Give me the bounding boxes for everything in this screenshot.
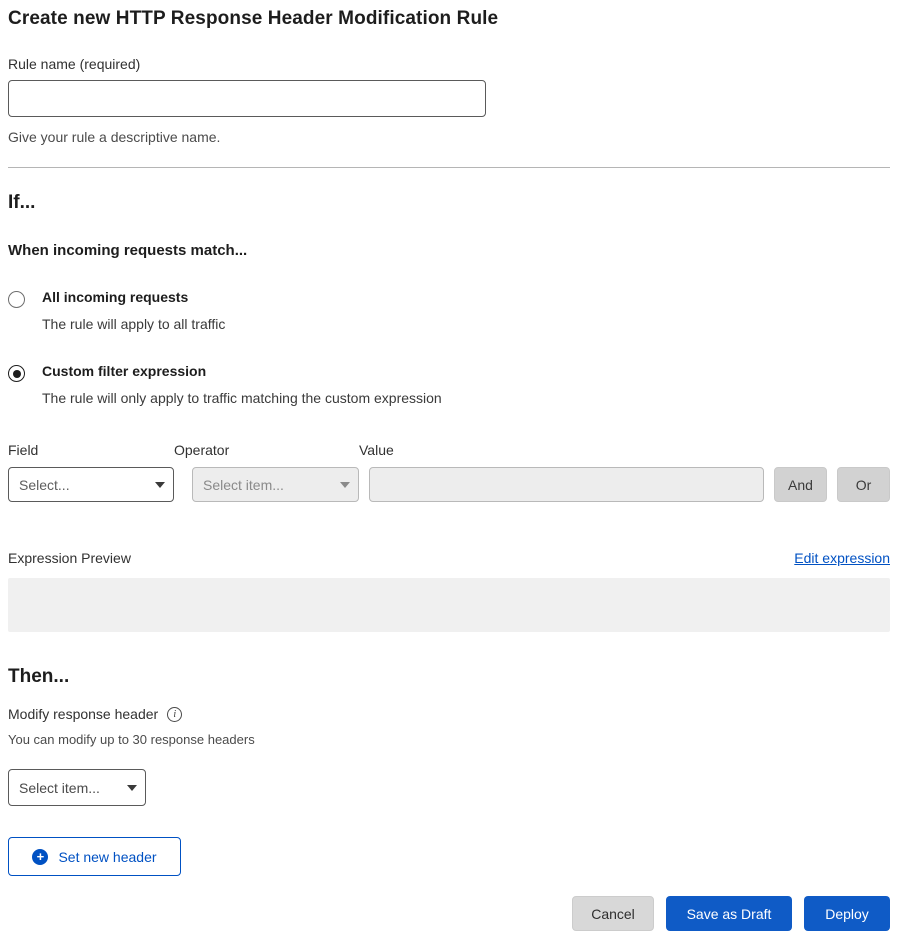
page-title: Create new HTTP Response Header Modification Rule [8, 8, 499, 29]
radio-label-all-requests: All incoming requests [42, 289, 189, 305]
set-new-header-label: Set new header [58, 848, 157, 865]
then-section-heading: Then... [8, 666, 70, 687]
info-icon[interactable]: i [167, 707, 182, 722]
rule-name-group [8, 56, 890, 145]
expression-preview-label: Expression Preview [8, 550, 131, 566]
value-label: Value [359, 442, 394, 458]
expression-preview-header [8, 550, 890, 566]
if-section-heading: If... [8, 192, 36, 213]
chevron-down-icon [155, 482, 165, 488]
value-column [359, 442, 764, 502]
expression-preview-box [8, 578, 890, 632]
modify-response-header-label: Modify response header [8, 706, 159, 722]
field-label: Field [8, 442, 39, 458]
operator-column [174, 442, 359, 502]
radio-label-custom-filter: Custom filter expression [42, 363, 207, 379]
field-select-value: Select... [19, 476, 70, 493]
or-button[interactable]: Or [837, 467, 890, 502]
response-header-select[interactable] [8, 769, 146, 806]
operator-select-value: Select item... [203, 476, 284, 493]
rule-name-label: Rule name (required) [8, 56, 141, 72]
value-input[interactable] [369, 467, 764, 502]
form-actions [572, 896, 890, 931]
rule-name-helper: Give your rule a descriptive name. [8, 129, 221, 145]
operator-select[interactable] [192, 467, 359, 502]
if-section-subheading: When incoming requests match... [8, 242, 248, 259]
edit-expression-link[interactable]: Edit expression [794, 550, 890, 566]
field-column [8, 442, 174, 502]
deploy-button[interactable]: Deploy [804, 896, 890, 931]
cancel-button[interactable]: Cancel [572, 896, 654, 931]
modify-response-header-help: You can modify up to 30 response headers [8, 732, 255, 747]
modify-response-header-row [8, 706, 890, 722]
expression-builder-row [8, 442, 890, 502]
radio-icon-all-requests[interactable] [8, 291, 25, 308]
radio-icon-custom-filter[interactable] [8, 365, 25, 382]
section-divider [8, 167, 890, 168]
response-header-select-value: Select item... [19, 779, 100, 796]
set-new-header-button[interactable] [8, 837, 181, 876]
radio-option-custom-filter[interactable] [8, 363, 890, 407]
rule-name-input[interactable] [8, 80, 486, 117]
save-as-draft-button[interactable]: Save as Draft [666, 896, 792, 931]
plus-icon: + [32, 849, 48, 865]
radio-option-all-requests[interactable] [8, 289, 890, 333]
operator-label: Operator [174, 442, 230, 458]
radio-desc-all-requests: The rule will apply to all traffic [42, 316, 226, 332]
field-select[interactable] [8, 467, 174, 502]
chevron-down-icon [340, 482, 350, 488]
and-button[interactable]: And [774, 467, 827, 502]
radio-desc-custom-filter: The rule will only apply to traffic matching the custom expression [42, 390, 442, 406]
chevron-down-icon [127, 785, 137, 791]
